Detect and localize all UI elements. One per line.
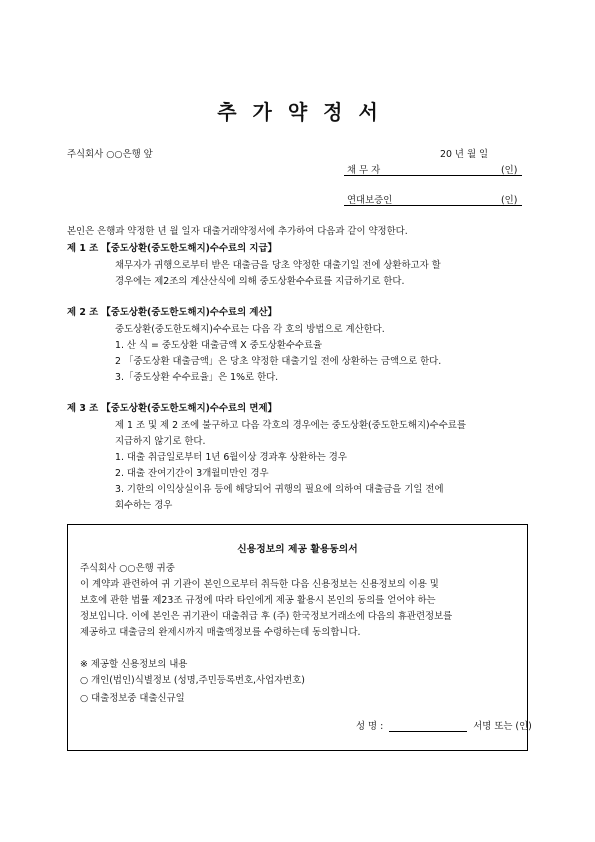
guarantor-signature-line[interactable] — [344, 205, 522, 206]
sign-suffix: 서명 또는 (인) — [473, 721, 532, 732]
article-3-line: 회수하는 경우 — [115, 500, 173, 511]
article-3-heading: 제 3 조 【중도상환(중도한도해지)수수료의 면제】 — [67, 403, 277, 414]
debtor-label: 채 무 자 — [347, 165, 381, 176]
article-2-line: 1. 산 식 = 중도상환 대출금액 X 중도상환수수료율 — [115, 340, 323, 351]
intro-text: 본인은 은행과 약정한 년 월 일자 대출거래약정서에 추가하여 다음과 같이 약정한다. — [67, 226, 408, 237]
article-3-line: 3. 기한의 이익상실이유 등에 해당되어 귀행의 필요에 의하여 대출금을 기일 전에 — [115, 484, 444, 495]
consent-title: 신용정보의 제공 활용동의서 — [237, 544, 358, 555]
article-2-line: 3.「중도상환 수수료율」은 1%로 한다. — [115, 372, 279, 383]
consent-item: ○ 개인(법인)식별정보 (성명,주민등록번호,사업자번호) — [80, 675, 305, 686]
article-2-line: 2 「중도상환 대출금액」은 당초 약정한 대출기일 전에 상환하는 금액으로 한다. — [115, 356, 442, 367]
sign-label: 성 명 : — [356, 721, 384, 732]
consent-body-line: 정보입니다. 이에 본인은 귀기관이 대출취급 후 (주) 한국정보거래소에 다음의 휴관련정보를 — [80, 611, 453, 622]
article-2-heading: 제 2 조 【중도상환(중도한도해지)수수료의 계산】 — [67, 307, 277, 318]
consent-items-heading: ※ 제공할 신용정보의 내용 — [80, 659, 188, 670]
consent-body-line: 이 계약과 관련하여 귀 기관이 본인으로부터 취득한 다음 신용정보는 신용정보의 이용 및 — [80, 579, 439, 590]
sign-row — [356, 718, 532, 732]
article-1-heading: 제 1 조 【중도상환(중도한도해지)수수료의 지급】 — [67, 243, 277, 254]
guarantor-label: 연대보증인 — [347, 195, 393, 206]
consent-body-line: 제공하고 대출금의 완제시까지 매출액정보를 수령하는데 동의합니다. — [80, 627, 361, 638]
article-1-line: 경우에는 제2조의 계산산식에 의해 중도상환수수료를 지급하기로 한다. — [115, 276, 405, 287]
article-2-line: 중도상환(중도한도해지)수수료는 다음 각 호의 방법으로 계산한다. — [115, 324, 385, 335]
article-3-line: 지급하지 않기로 한다. — [115, 436, 206, 447]
debtor-signature-line[interactable] — [344, 175, 522, 176]
guarantor-seal: (인) — [501, 195, 518, 206]
document-title: 추가약정서 — [217, 100, 394, 124]
debtor-seal: (인) — [501, 165, 518, 176]
article-3-line: 2. 대출 잔여기간이 3개월미만인 경우 — [115, 468, 269, 479]
article-1-line: 채무자가 귀행으로부터 받은 대출금을 당초 약정한 대출기일 전에 상환하고자 할 — [115, 260, 441, 271]
article-3-line: 1. 대출 취급일로부터 1년 6월이상 경과후 상환하는 경우 — [115, 452, 347, 463]
article-3-line: 제 1 조 및 제 2 조에 불구하고 다음 각호의 경우에는 중도상환(중도한도해지)수수료를 — [115, 420, 466, 431]
date-line: 20 년 월 일 — [440, 149, 489, 160]
consent-body-line: 보호에 관한 법률 제23조 규정에 따라 타인에게 제공 활용시 본인의 동의를 얻어야 하는 — [80, 595, 436, 606]
addressee: 주식회사 ○○은행 앞 — [67, 149, 153, 160]
consent-item: ○ 대출정보중 대출신규일 — [80, 693, 185, 704]
name-signature-field[interactable] — [389, 721, 467, 732]
consent-recipient: 주식회사 ○○은행 귀중 — [80, 563, 175, 574]
